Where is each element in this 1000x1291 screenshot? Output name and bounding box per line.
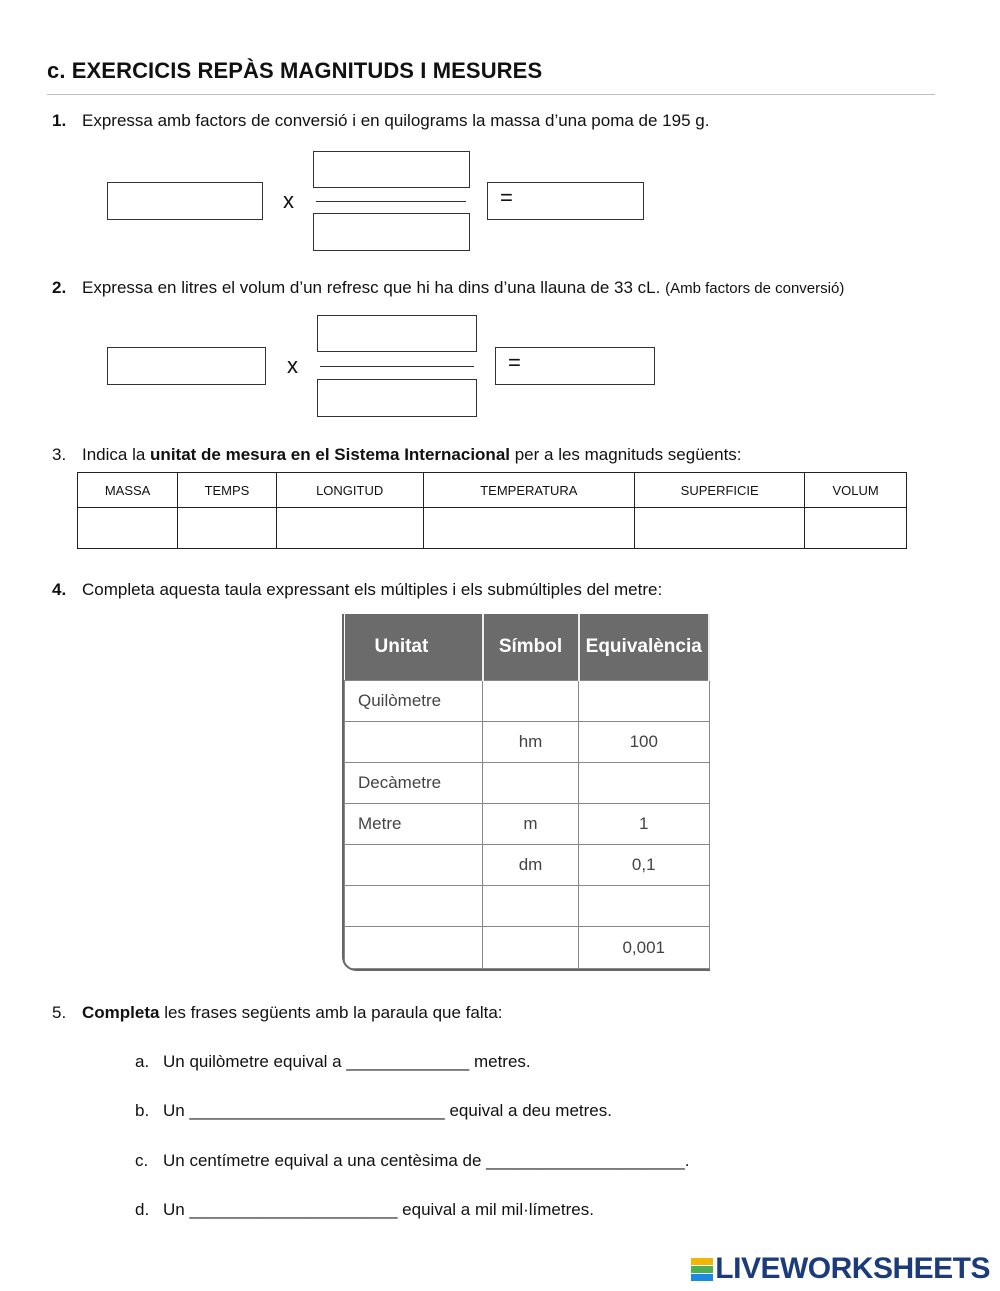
q1-fraction-line	[316, 201, 466, 202]
metre-header-unitat: Unitat	[345, 614, 483, 681]
sentence-letter: a.	[135, 1052, 150, 1071]
metre-cell-equiv: 1	[579, 804, 710, 845]
metre-cell-symbol[interactable]	[483, 763, 579, 804]
question-2	[52, 278, 844, 298]
table-row	[345, 804, 710, 845]
metre-header-simbol: Símbol	[483, 614, 579, 681]
metre-cell-symbol: dm	[483, 845, 579, 886]
metre-cell-unit: Quilòmetre	[345, 681, 483, 722]
sentence-text: Un ______________________ equival a mil mil·límetres.	[163, 1200, 594, 1219]
si-answer-longitud[interactable]	[276, 508, 423, 549]
question-4-text: Completa aquesta taula expressant els múltiples i els submúltiples del metre:	[82, 580, 663, 599]
q1-numerator-input[interactable]	[313, 151, 470, 188]
si-answer-massa[interactable]	[78, 508, 178, 549]
si-units-table	[77, 472, 907, 549]
si-header-cell: SUPERFICIE	[635, 473, 805, 508]
metre-cell-equiv[interactable]	[579, 886, 710, 927]
sentence-text: Un ___________________________ equival a deu metres.	[163, 1101, 612, 1120]
q2-numerator-input[interactable]	[317, 315, 477, 352]
question-4	[52, 580, 662, 600]
question-5-bold: Completa	[82, 1003, 160, 1022]
table-row	[345, 681, 710, 722]
q2-denominator-input[interactable]	[317, 379, 477, 417]
table-row	[345, 763, 710, 804]
si-header-cell: VOLUM	[805, 473, 907, 508]
page-title: c. EXERCICIS REPÀS MAGNITUDS I MESURES	[47, 58, 543, 83]
q1-quantity-input[interactable]	[107, 182, 263, 220]
question-5-text: les frases següents amb la paraula que falta:	[159, 1003, 503, 1022]
q2-result-input[interactable]: =	[495, 347, 655, 385]
metre-cell-equiv: 0,1	[579, 845, 710, 886]
question-3-number: 3.	[52, 445, 67, 464]
si-answer-temps[interactable]	[178, 508, 277, 549]
sentence-a[interactable]	[135, 1052, 531, 1072]
metre-cell-symbol: hm	[483, 722, 579, 763]
metre-header-equivalencia: Equivalència	[579, 614, 710, 681]
si-header-row	[78, 473, 907, 508]
question-3-post: per a les magnituds següents:	[510, 445, 742, 464]
table-row	[345, 722, 710, 763]
sentence-text: Un centímetre equival a una centèsima de _____________________.	[163, 1151, 690, 1170]
question-4-number: 4.	[52, 580, 67, 599]
metre-cell-equiv: 100	[579, 722, 710, 763]
question-2-number: 2.	[52, 278, 67, 297]
sentence-letter: d.	[135, 1200, 150, 1219]
question-1	[52, 111, 709, 131]
metre-cell-unit[interactable]	[345, 886, 483, 927]
question-5	[52, 1003, 503, 1023]
metre-cell-unit: Decàmetre	[345, 763, 483, 804]
question-2-note: (Amb factors de conversió)	[665, 280, 845, 297]
q1-denominator-input[interactable]	[313, 213, 470, 251]
q2-times-sign: x	[287, 353, 298, 378]
sentence-text: Un quilòmetre equival a _____________ metres.	[163, 1052, 531, 1071]
q1-result-input[interactable]: =	[487, 182, 644, 220]
q2-fraction-line	[320, 366, 474, 367]
metre-cell-symbol: m	[483, 804, 579, 845]
metre-cell-symbol[interactable]	[483, 886, 579, 927]
metre-cell-symbol[interactable]	[483, 681, 579, 722]
logo-blocks-icon	[691, 1258, 713, 1282]
sentence-d[interactable]	[135, 1200, 594, 1220]
sentence-letter: b.	[135, 1101, 150, 1120]
q1-times-sign: x	[283, 188, 294, 213]
si-answer-superficie[interactable]	[635, 508, 805, 549]
question-2-text: Expressa en litres el volum d’un refresc que hi ha dins d’una llauna de 33 cL.	[82, 278, 661, 297]
metre-cell-symbol[interactable]	[483, 927, 579, 969]
metre-cell-unit[interactable]	[345, 845, 483, 886]
metre-cell-unit[interactable]	[345, 927, 483, 969]
metre-cell-equiv[interactable]	[579, 763, 710, 804]
si-header-cell: TEMPERATURA	[423, 473, 635, 508]
q2-quantity-input[interactable]	[107, 347, 266, 385]
sentence-letter: c.	[135, 1151, 149, 1170]
question-5-number: 5.	[52, 1003, 67, 1022]
table-row	[345, 927, 710, 969]
si-answer-volum[interactable]	[805, 508, 907, 549]
question-3-pre: Indica la	[82, 445, 151, 464]
metre-cell-unit: Metre	[345, 804, 483, 845]
question-3-bold: unitat de mesura en el Sistema Internacional	[150, 445, 510, 464]
liveworksheets-logo	[691, 1252, 990, 1286]
logo-text: LIVEWORKSHEETS	[715, 1252, 990, 1285]
metre-table	[342, 614, 710, 971]
metre-header-row	[345, 614, 710, 681]
question-1-text: Expressa amb factors de conversió i en quilograms la massa d’una poma de 195 g.	[82, 111, 710, 130]
si-header-cell: TEMPS	[178, 473, 277, 508]
metre-cell-equiv: 0,001	[579, 927, 710, 969]
table-row	[345, 886, 710, 927]
sentence-b[interactable]	[135, 1101, 612, 1121]
table-row	[345, 845, 710, 886]
si-header-cell: LONGITUD	[276, 473, 423, 508]
si-answer-row	[78, 508, 907, 549]
question-3	[52, 445, 742, 465]
si-header-cell: MASSA	[78, 473, 178, 508]
title-divider	[47, 94, 935, 95]
sentence-c[interactable]	[135, 1151, 689, 1171]
question-1-number: 1.	[52, 111, 67, 130]
metre-cell-equiv[interactable]	[579, 681, 710, 722]
si-answer-temperatura[interactable]	[423, 508, 635, 549]
metre-cell-unit[interactable]	[345, 722, 483, 763]
